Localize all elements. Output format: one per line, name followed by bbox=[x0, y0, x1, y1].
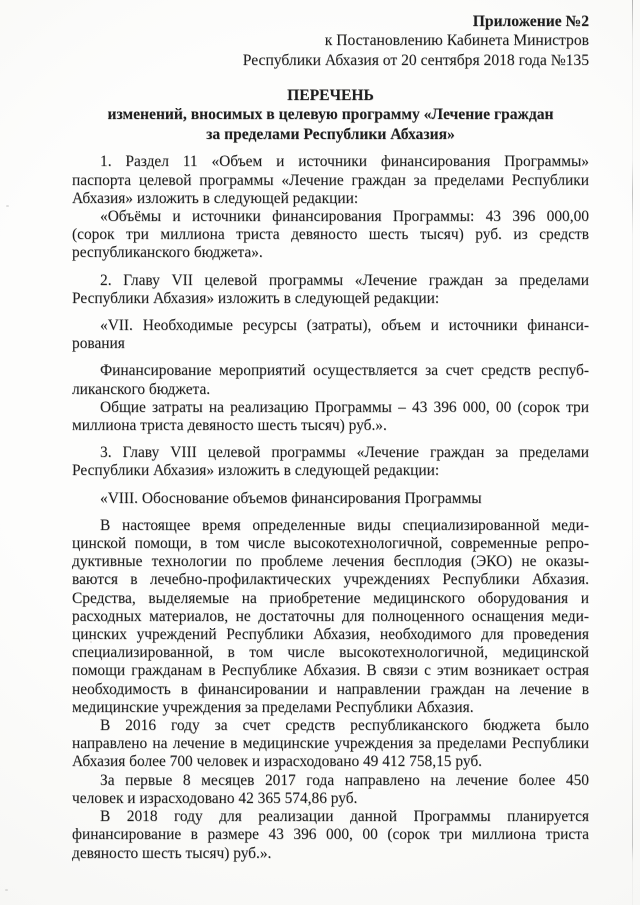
text-line: ликанского бюджета. bbox=[72, 380, 211, 398]
paragraph-financing-source bbox=[72, 362, 589, 398]
text-line: расходных материалов, не достаточны для полноценного оснащения меди- bbox=[72, 607, 589, 625]
text-line: В настоящее время определенные виды специализированной меди- bbox=[100, 516, 589, 534]
text-line: человек и израсходовано 42 365 574,86 руб. bbox=[72, 789, 358, 807]
paragraph-planned-2018 bbox=[72, 808, 589, 863]
title-line: за пределами Республики Абхазия» bbox=[206, 125, 455, 143]
text-line: Средства, выделяемые на приобретение медицинского оборудования и bbox=[72, 589, 589, 607]
text-line: 1. Раздел 11 «Объем и источники финансирования Программы» bbox=[100, 153, 589, 171]
appendix-number: Приложение №2 bbox=[472, 13, 589, 30]
text-line: Абхазия более 700 человек и израсходовано 49 412 758,15 руб. bbox=[72, 753, 482, 771]
text-line: 3. Главу VIII целевой программы «Лечение граждан за пределами bbox=[100, 444, 589, 462]
text-line: цинских учреждений Республики Абхазия, необходимого для проведения bbox=[72, 626, 589, 644]
text-line: Абхазия» изложить в следующей редакции: bbox=[72, 189, 359, 207]
text-line: Республики Абхазия» изложить в следующей редакции: bbox=[72, 462, 440, 480]
scan-speck bbox=[6, 205, 9, 207]
text-line: Общие затраты на реализацию Программы – 43 396 000, 00 (сорок три bbox=[100, 398, 589, 416]
text-line: финансирование в размере 43 396 000, 00 (сорок три миллиона триста bbox=[72, 826, 589, 844]
text-line: специализированной, в том числе высокотехнологичной, медицинской bbox=[72, 644, 589, 662]
paragraph-total-costs bbox=[72, 399, 589, 435]
document-title bbox=[72, 86, 589, 145]
text-line: направлено на лечение в медицинские учреждения за пределами Республики bbox=[72, 735, 589, 753]
paragraph-justification-text bbox=[72, 517, 589, 717]
text-line: рования bbox=[72, 335, 125, 353]
text-line: помощи гражданам в Республике Абхазия. В связи с этим возникает острая bbox=[72, 662, 589, 680]
scan-speck bbox=[5, 889, 8, 891]
text-line: Финансирование мероприятий осуществляется за счет средств респуб- bbox=[100, 362, 589, 380]
paragraph-spending-2017 bbox=[72, 772, 589, 808]
paragraph-item-1-section-11 bbox=[72, 153, 589, 208]
paragraph-chapter-viii-heading bbox=[72, 490, 589, 508]
text-line: В 2018 году для реализации данной Программы планируется bbox=[100, 808, 589, 826]
paragraph-item-3-chapter-viii bbox=[72, 444, 589, 480]
text-line: 2. Главу VII целевой программы «Лечение граждан за пределами bbox=[100, 271, 589, 289]
text-line: республиканского бюджета». bbox=[72, 244, 263, 262]
text-line: «VIII. Обоснование объемов финансирования Программы bbox=[100, 489, 482, 507]
text-line: цинской помощи, в том числе высокотехнологичной, современные репро- bbox=[72, 535, 589, 553]
text-line: дуктивные технологии по проблеме лечения бесплодия (ЭКО) не оказы- bbox=[72, 553, 589, 571]
document-text-block bbox=[72, 12, 589, 863]
title-word-perechen: ПЕРЕЧЕНЬ bbox=[287, 86, 374, 104]
paragraph-item-2-chapter-vii bbox=[72, 272, 589, 308]
text-line: паспорта целевой программы «Лечение граждан за пределами Республики bbox=[72, 171, 589, 189]
document-header bbox=[72, 12, 589, 70]
paragraph-quote-volumes-sources bbox=[72, 208, 589, 263]
paragraph-chapter-vii-heading bbox=[72, 317, 589, 353]
text-line: миллиона триста девяносто шесть тысяч) руб.». bbox=[72, 417, 387, 435]
text-line: В 2016 году за счет средств республиканского бюджета было bbox=[100, 717, 589, 735]
text-line: медицинские учреждения за пределами Республики Абхазия. bbox=[72, 698, 474, 716]
scan-edge-artifact bbox=[632, 0, 633, 905]
text-line: «VII. Необходимые ресурсы (затраты), объем и источники финанси- bbox=[100, 317, 589, 335]
text-line: девяносто шесть тысяч) руб.». bbox=[72, 844, 272, 862]
text-line: (сорок три миллиона триста девяносто шесть тысяч) руб. из средств bbox=[72, 226, 589, 244]
text-line: За первые 8 месяцев 2017 года направлено на лечение более 450 bbox=[100, 771, 589, 789]
header-addressee-line: Республики Абхазия от 20 сентября 2018 года №135 bbox=[242, 51, 589, 69]
text-line: «Объёмы и источники финансирования Программы: 43 396 000,00 bbox=[100, 208, 589, 225]
title-line: изменений, вносимых в целевую программу «Лечение граждан bbox=[107, 106, 554, 124]
paragraph-spending-2016 bbox=[72, 717, 589, 772]
text-line: необходимость в финансировании и направлении граждан на лечение в bbox=[72, 680, 589, 698]
text-line: ваются в лечебно-профилактических учреждениях Республики Абхазия. bbox=[72, 571, 589, 589]
header-addressee-line: к Постановлению Кабинета Министров bbox=[324, 32, 589, 50]
text-line: Республики Абхазия» изложить в следующей редакции: bbox=[72, 289, 440, 307]
document-body bbox=[72, 153, 589, 862]
